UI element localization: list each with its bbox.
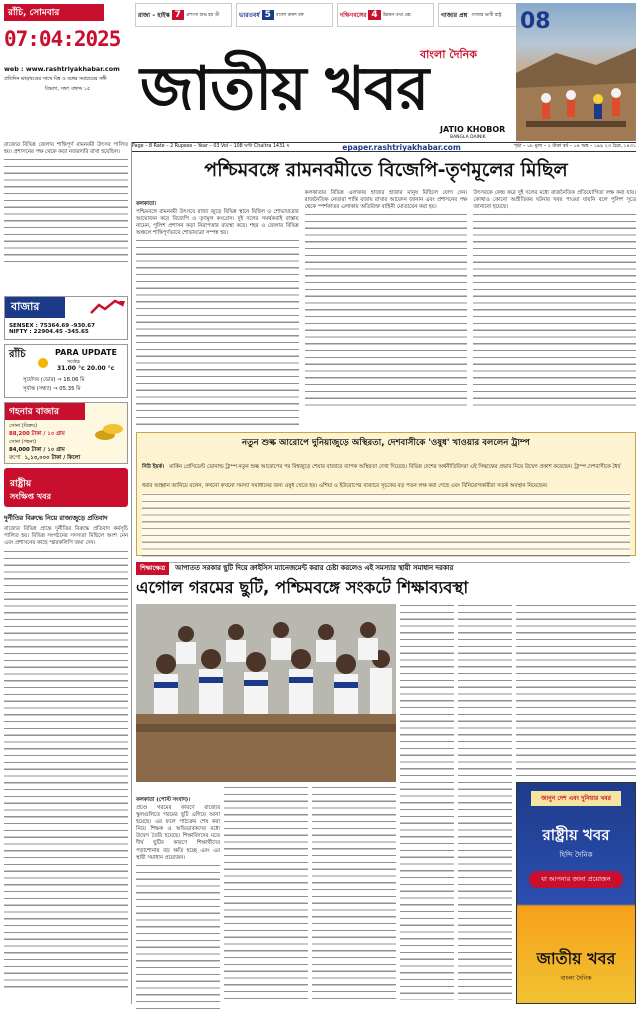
gold-row1-label: সোনা (বিক্রয়) [9,423,38,429]
weather-temps: 31.00 °c 20.00 °c [57,365,115,372]
epaper-link[interactable]: epaper.rashtriyakhabar.com [342,142,461,152]
bull-icon [89,299,125,317]
tab-bharat-num: 5 [262,10,274,20]
ad-ribbon: জানুন দেশ এবং দুনিয়ার খবর [531,791,621,806]
brand-latin: JATIO KHOBOR [440,125,506,134]
info-right: পৃষ্ঠা – ০৮ মূল্য – ২ টাকা বর্ষ – ০৪ অঙ্ক – ১৯৯ ২৩ চৈত্র, ১৪৩১ [513,144,636,149]
tab-dakshin[interactable] [337,3,434,27]
third-dateline: কলকাতা (পোস্ট সংবাদ)। [136,797,191,803]
brief-box [4,468,128,1001]
tab-rajya[interactable] [135,3,232,27]
lead-col1-lines [136,239,299,429]
market-box [4,296,128,340]
brief-lines [4,550,128,990]
weather-maximum: সর্বোচ্চ [67,360,81,365]
second-body: মার্কিন প্রেসিডেন্ট ডোনাল্ড ট্রাম্প নতুন শুল্ক আরোপের পর বিশ্বজুড়ে শেয়ার বাজারে ব্যাপক অস্থিরতা দেখা দিয়েছে। বিভিন্ন দেশের অর্থনীতিবিদরা এই সিদ্ধান্তের প্রভাব নিয়ে উদ্বেগ প্রকাশ করেছেন। ট্রাম্প দেশবাসীকে ধৈর্য ধরার আহ্বান জানিয়ে বলেন, কখনো কখনো সমস্যা সমাধানের জন্য ওষুধ খেতে হয়। এশিয়া ও ইউরোপের বাজারে সূচকের বড় পতন লক্ষ করা গেছে এবং বিনিয়োগকারীরা সতর্ক অবস্থান নিয়েছেন। [142,464,621,489]
city-day: রাঁচি, সোমবার [4,4,104,21]
tab-dakshin-num: 4 [368,10,380,20]
tab-gaza-sub: গাজার ভাবী রাষ্ট্র [471,12,502,18]
sensex: SENSEX : 75364.69 -930.67 [9,323,96,329]
second-headline: নতুন শুল্ক আরোপে দুনিয়াজুড়ে অস্থিরতা, দেশবাসীকে 'ওষুধ' খাওয়ার বললেন ট্রাম্প [242,438,530,448]
classroom-photo [136,604,396,782]
third-headline: এগোল গরমের ছুটি, পশ্চিমবঙ্গে সংকটে শিক্ষাব্যবস্থা [136,578,469,597]
left-divider [131,142,132,1004]
sidebar-intro [4,142,128,292]
lead-col2-lines [305,213,468,411]
gold-box [4,402,128,464]
ad-box[interactable] [516,782,636,1004]
lead-body [136,190,636,428]
second-lines [142,493,630,567]
tab-bharat[interactable] [236,3,333,27]
info-bar [132,142,636,152]
third-body: প্রচণ্ড গরমের কারণে রাজ্যের স্কুলগুলিতে গরমের ছুটি এগিয়ে আনা হয়েছে। এর ফলে পাঠ্যক্রম শেষ করা নিয়ে শিক্ষক ও অভিভাবকদের মধ্যে উদ্বেগ তৈরি হয়েছে। শিক্ষাবিদদের মতে দীর্ঘ ছুটির কারণে শিক্ষার্থীদের পড়াশোনায় বড় ক্ষতি হচ্ছে এবং এর স্থায়ী সমাধান প্রয়োজন। [136,805,220,861]
lead-dateline: কলকাতা। [136,201,157,207]
newspaper-title: জাতীয় খবর [140,54,429,124]
sunrise: সূর্যোদয় (ভোর) ⇒ 18.06 মি [23,377,85,383]
gold-coins-icon [93,417,125,443]
tab-bharat-label: ভারতবর্ষ [239,11,260,19]
weather-box [4,344,128,398]
weather-city: রাঁচি [9,349,26,360]
gold-row3-label: রুপো [9,455,21,461]
gold-title: গহনার বাজার [5,403,85,420]
ad-brand-sub: হিন্দি দৈনিক [559,851,593,859]
ad-pill: যা আপনার জানা প্রয়োজন [529,871,623,888]
ad-footer-brand: জাতীয় খবর [536,949,616,968]
students-image [136,604,396,782]
top-tabs [135,3,535,27]
third-kicker: শিক্ষাক্ষেত্র [136,562,169,575]
lead-col1: পশ্চিমবঙ্গে রামনবমী উৎসবে রাজ্য জুড়ে বিভিন্ন স্থানে মিছিল ও শোভাযাত্রার আয়োজন করে বিজেপি ও তৃণমূল কংগ্রেস। দুই দলের সমর্থকরাই রাস্তায় নামেন, পুলিশ প্রশাসন কড়া নিরাপত্তার ব্যবস্থা করে। শহর ও জেলার বিভিন্ন অঞ্চলে শান্তিপূর্ণভাবে শোভাযাত্রা সম্পন্ন হয়। [136,209,299,237]
ad-footer-sub: বাংলা দৈনিক [560,975,592,982]
sunset: সূর্যাস্ত (সন্ধ্যা) ⇒ 05.35 মি [23,386,81,392]
brief-item-body: রাজ্যের বিভিন্ন প্রান্তে দুর্নীতির বিরুদ্ধে প্রতিবাদ কর্মসূচি পালিত হয়। বিভিন্ন সংগঠনের সদস্যরা মিছিলে অংশ নেন এবং প্রশাসনের কাছে স্মারকলিপি জমা দেন। [4,526,128,547]
date-big: 07:04:2025 [4,27,121,51]
third-col3-lines [312,786,396,1002]
third-col1-lines [136,864,220,1009]
ad-brand: রাষ্ট্রীয় খবর [542,826,610,844]
third-side-cols [400,604,512,1000]
pages-badge: 08 [520,9,551,34]
lead-headline: পশ্চিমবঙ্গে রামনবমীতে বিজেপি-তৃণমূলের মিছিল [204,159,568,181]
tab-rajya-sub: প্রশংসা শুভ হয় তী [185,12,220,18]
third-right-col [516,604,636,780]
tab-bharat-sub: বাংলা ক্রমশ বঙ্গ [275,12,304,18]
third-deck: আপাতত সরকার ছুটি দিয়ে ক্রাইসিস ম্যানেজমেন্ট করার চেষ্টা করলেও এই সমস্যার স্থায়ী সমাধান দরকার [175,564,454,572]
market-title: বাজার [5,297,65,318]
masthead-left [4,4,131,138]
lead-col2: কলকাতার বিভিন্ন এলাকায় হাজার হাজার মানুষ মিছিলে যোগ দেন। রাজনৈতিক নেতারা শান্তি বজায় রাখার আবেদন জানান এবং প্রশাসনের পক্ষ থেকে স্পর্শকাতর এলাকায় অতিরিক্ত বাহিনী মোতায়েন করা হয়। [304,190,468,211]
lead-col3-lines [473,213,636,411]
edition-line: বিভাগ, সম্বৎ বঙ্গাব্দ ১৫ [44,86,91,92]
gold-row3-value: ১,১৩,০০০ টাকা / কিলো [24,455,81,461]
subtitle: বাংলা দৈনিক [420,48,477,61]
weather-label: PARA UPDATE [55,348,117,357]
sidebar-intro-lines [4,158,128,268]
gold-row2-label: সোনা (গহনা) [9,439,37,445]
cover-photo [516,3,636,141]
tab-rajya-label: রাজ্য – হাইস্ক [138,11,170,19]
brief-header [4,468,128,507]
tab-dakshin-sub: উন্নয়ন তথ্য প্রশ্ন [382,12,411,18]
third-side-col1 [400,604,454,1000]
lead-col3: উৎসবকে কেন্দ্র করে দুই দলের মধ্যে রাজনৈতিক প্রতিযোগিতা লক্ষ করা যায়। কোথাও কোনো অপ্রীতিকর ঘটনার খবর পাওয়া যায়নি বলে পুলিশ সূত্রে জানানো হয়েছে। [473,190,637,211]
third-side-col2 [458,604,512,1000]
tab-gaza-label: গাজার প্রশ্ন [441,11,468,19]
tab-rajya-num: 7 [172,10,184,20]
tab-dakshin-label: দক্ষিণবঙ্গের [340,11,367,19]
third-col2-lines [224,786,308,1002]
sidebar-intro-text: রাজ্যের বিভিন্ন জেলায় শান্তিপূর্ণ রামনবমী উৎসব পালিত হয়। প্রশাসনের পক্ষ থেকে কড়া নজরদারি রাখা হয়েছিল। [4,142,128,156]
brief-title: রাষ্ট্রীয় [10,479,32,489]
brief-subtitle: সংক্ষিপ্ত খবর [10,492,51,501]
web-address: web : www.rashtriyakhabar.com [4,65,120,73]
brief-item-head: দুর্নীতির বিরুদ্ধে নিয়ে রাজ্যজুড়ে প্রতিবাদ [4,514,108,522]
gold-row1-value: 88,200 টাকা / ১০ গ্রাম [9,431,65,437]
third-deck-row [136,562,636,574]
brand-sub: BANGLA DAINIK [450,135,486,140]
tagline: প্রতিদিন ঝাড়খণ্ডের সাথে বিশ্ব ও বঙ্গের সমাচারের সঙ্গী [4,77,107,82]
second-story [136,432,636,556]
gold-row2-value: 84,000 টাকা / ১০ গ্রাম [9,447,65,453]
info-left: Page – 8 Rate – 2 Rupees – Year – 03 Vol – 108 ঘন্টা Chaitra 1431 ম [132,144,290,149]
second-dateline: নিউ ইয়র্ক। [142,464,165,470]
third-body-area [136,786,396,1002]
sun-icon [35,355,51,371]
nifty: NIFTY : 22904.45 -345.65 [9,329,89,335]
